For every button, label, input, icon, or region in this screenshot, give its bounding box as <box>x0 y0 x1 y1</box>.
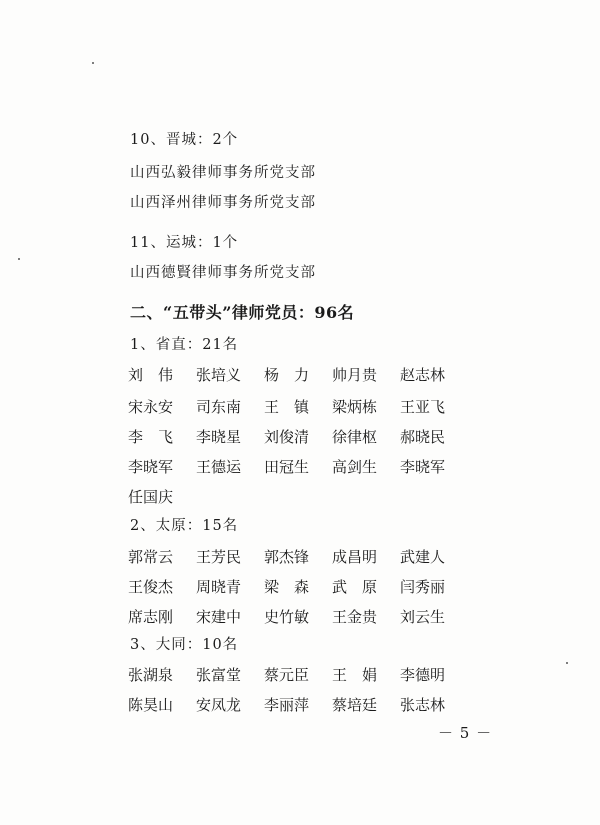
member-name: 梁炳栋 <box>332 398 378 416</box>
member-name: 刘 伟 <box>128 366 174 384</box>
member-name: 蔡培廷 <box>332 696 378 714</box>
member-name: 王俊杰 <box>128 578 174 596</box>
member-name: 安凤龙 <box>196 696 242 714</box>
member-name: 张培义 <box>196 366 242 384</box>
jincheng-item-1: 山西弘毅律师事务所党支部 <box>130 165 316 181</box>
member-name: 王金贵 <box>332 608 378 626</box>
member-name: 赵志林 <box>400 366 446 384</box>
member-name: 郝晓民 <box>400 428 446 446</box>
member-name: 任国庆 <box>128 488 174 506</box>
member-name: 李晓军 <box>400 458 446 476</box>
member-name: 田冠生 <box>264 458 310 476</box>
member-name: 张湖泉 <box>128 666 174 684</box>
member-name: 刘俊清 <box>264 428 310 446</box>
member-name: 王德运 <box>196 458 242 476</box>
part2-heading: 二、“五带头”律师党员：96名 <box>130 303 355 322</box>
member-name: 杨 力 <box>264 366 310 384</box>
yuncheng-item-1: 山西德賢律师事务所党支部 <box>130 265 316 281</box>
member-name: 张志林 <box>400 696 446 714</box>
member-name: 李 飞 <box>128 428 174 446</box>
shengzhi-title: 1、省直：21名 <box>130 337 239 353</box>
member-name: 刘云生 <box>400 608 446 626</box>
member-name: 王 娟 <box>332 666 378 684</box>
member-name: 王亚飞 <box>400 398 446 416</box>
member-name: 徐律枢 <box>332 428 378 446</box>
member-name: 宋永安 <box>128 398 174 416</box>
member-name: 帅月贵 <box>332 366 378 384</box>
member-name: 闫秀丽 <box>400 578 446 596</box>
member-name: 司东南 <box>196 398 242 416</box>
taiyuan-title: 2、太原：15名 <box>130 518 239 534</box>
member-name: 武 原 <box>332 578 378 596</box>
datong-title: 3、大同：10名 <box>130 637 239 653</box>
page-number: － 5 － <box>438 724 493 742</box>
member-name: 郭常云 <box>128 548 174 566</box>
member-name: 周晓青 <box>196 578 242 596</box>
member-name: 李丽萍 <box>264 696 310 714</box>
member-name: 蔡元臣 <box>264 666 310 684</box>
yuncheng-title: 11、运城：1个 <box>130 235 239 251</box>
member-name: 王芳民 <box>196 548 242 566</box>
scan-speck <box>566 662 568 664</box>
member-name: 李德明 <box>400 666 446 684</box>
member-name: 成昌明 <box>332 548 378 566</box>
member-name: 王 镇 <box>264 398 310 416</box>
member-name: 宋建中 <box>196 608 242 626</box>
scan-speck <box>18 258 20 260</box>
scan-speck <box>92 62 94 64</box>
member-name: 张富堂 <box>196 666 242 684</box>
member-name: 梁 森 <box>264 578 310 596</box>
member-name: 史竹敏 <box>264 608 310 626</box>
member-name: 陈昊山 <box>128 696 174 714</box>
member-name: 武建人 <box>400 548 446 566</box>
member-name: 郭杰锋 <box>264 548 310 566</box>
member-name: 李晓星 <box>196 428 242 446</box>
member-name: 李晓军 <box>128 458 174 476</box>
member-name: 席志刚 <box>128 608 174 626</box>
jincheng-item-2: 山西泽州律师事务所党支部 <box>130 195 316 211</box>
member-name: 高剑生 <box>332 458 378 476</box>
jincheng-title: 10、晋城：2个 <box>130 132 239 148</box>
